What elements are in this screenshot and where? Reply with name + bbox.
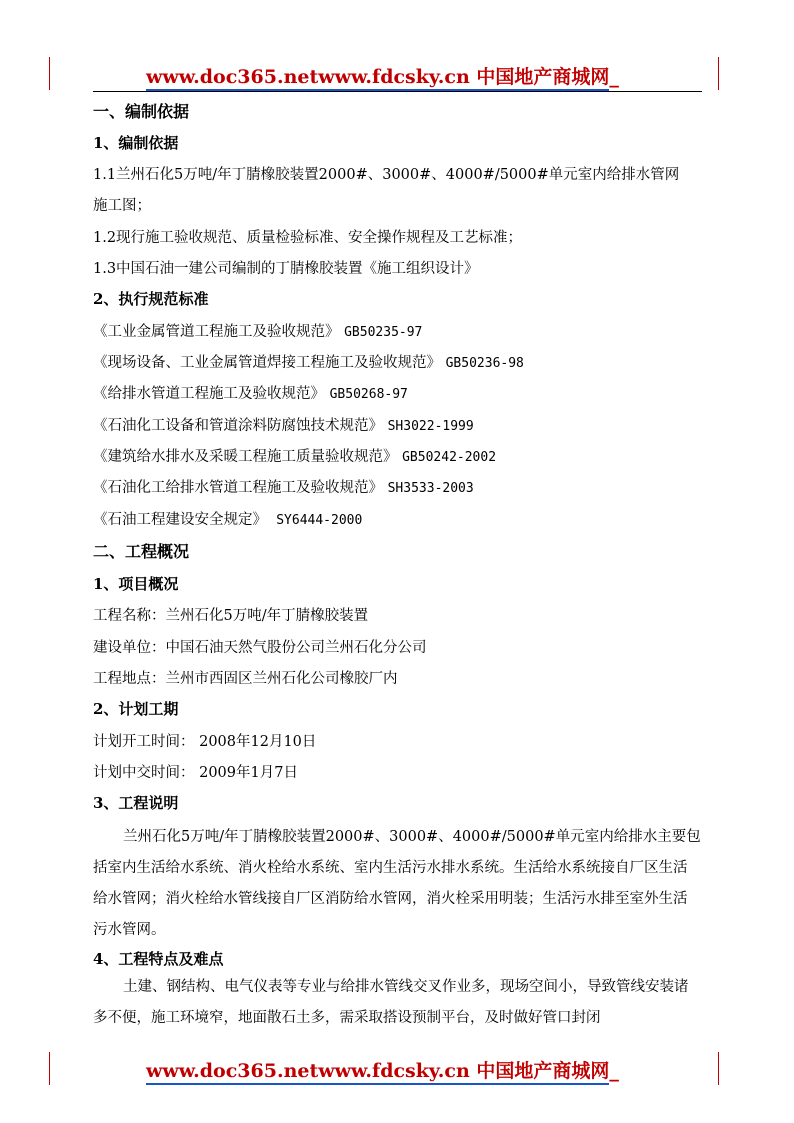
standard-item bbox=[93, 320, 703, 341]
project-info-item: 工程名称：兰州石化5万吨/年丁腈橡胶装置 bbox=[93, 608, 369, 624]
header-text: www.doc365.netwww.fdcsky.cn 中国地产商城网 bbox=[146, 62, 609, 91]
footer-underscore: _ bbox=[609, 1060, 619, 1082]
subsection-title-1-2: 2、执行规范标准 bbox=[93, 290, 209, 308]
standard-name: 《石油化工设备和管道涂料防腐蚀技术规范》 bbox=[93, 418, 383, 434]
basis-item: 施工图； bbox=[93, 198, 151, 214]
standard-code: SY6444-2000 bbox=[276, 513, 363, 528]
standard-code: GB50236-98 bbox=[445, 356, 524, 371]
subsection-title-2-1: 1、项目概况 bbox=[93, 575, 179, 593]
footer-text: www.doc365.netwww.fdcsky.cn 中国地产商城网 bbox=[146, 1056, 609, 1085]
standard-code: SH3022-1999 bbox=[387, 419, 474, 434]
standard-item bbox=[93, 445, 703, 466]
standard-code: GB50268-97 bbox=[329, 387, 408, 402]
standard-code: GB50235-97 bbox=[344, 325, 423, 340]
section-title-1: 一、编制依据 bbox=[93, 102, 190, 121]
basis-item: 1.3中国石油一建公司编制的丁腈橡胶装置《施工组织设计》 bbox=[93, 261, 479, 277]
standard-name: 《石油化工给排水管道工程施工及验收规范》 bbox=[93, 480, 383, 496]
subsection-title-1-1: 1、编制依据 bbox=[93, 134, 179, 152]
standard-name: 《给排水管道工程施工及验收规范》 bbox=[93, 386, 325, 402]
footer-margin-mark-right bbox=[718, 1052, 719, 1085]
features-difficulties: 土建、钢结构、电气仪表等专业与给排水管线交叉作业多，现场空间小，导致管线安装诸多不便，施工环境窄，地面散石土多，需采取搭设预制平台，及时做好管口封闭 bbox=[93, 979, 689, 1026]
header-margin-mark bbox=[49, 57, 50, 90]
standard-item bbox=[93, 414, 703, 435]
subsection-title-2-4: 4、工程特点及难点 bbox=[93, 950, 224, 968]
standard-code: GB50242-2002 bbox=[402, 450, 497, 465]
standard-name: 《建筑给水排水及采暖工程施工质量验收规范》 bbox=[93, 449, 398, 465]
schedule-item: 计划开工时间： 2008年12月10日 bbox=[93, 734, 317, 750]
subsection-title-2-2: 2、计划工期 bbox=[93, 700, 179, 718]
basis-item: 1.1兰州石化5万吨/年丁腈橡胶装置2000#、3000#、4000#/5000#单元室内给排水管网 bbox=[93, 167, 680, 183]
header-underscore: _ bbox=[609, 66, 619, 88]
standard-code: SH3533-2003 bbox=[387, 481, 474, 496]
standard-name: 《工业金属管道工程施工及验收规范》 bbox=[93, 324, 340, 340]
footer-margin-mark bbox=[49, 1052, 50, 1085]
schedule-item: 计划中交时间： 2009年1月7日 bbox=[93, 765, 298, 781]
standard-item bbox=[93, 508, 703, 529]
basis-item: 1.2现行施工验收规范、质量检验标准、安全操作规程及工艺标准； bbox=[93, 230, 523, 246]
section-title-2: 二、工程概况 bbox=[93, 542, 190, 561]
subsection-title-2-3: 3、工程说明 bbox=[93, 794, 179, 812]
project-info-item: 建设单位：中国石油天然气股份公司兰州石化分公司 bbox=[93, 640, 427, 656]
page-header bbox=[146, 62, 619, 91]
project-description: 兰州石化5万吨/年丁腈橡胶装置2000#、3000#、4000#/5000#单元室内给排水主要包括室内生活给水系统、消火栓给水系统、室内生活污水排水系统。生活给水系统接自厂区生活给水管网；消火栓给水管线接自厂区消防给水管网，消火栓采用明装；生活污水排至室外生活污水管网。 bbox=[93, 829, 701, 938]
standard-item bbox=[93, 382, 703, 403]
header-rule bbox=[93, 91, 702, 92]
standard-item bbox=[93, 476, 703, 497]
standard-name: 《现场设备、工业金属管道焊接工程施工及验收规范》 bbox=[93, 355, 441, 371]
page-footer bbox=[146, 1056, 619, 1085]
header-margin-mark-right bbox=[718, 57, 719, 90]
standard-name: 《石油工程建设安全规定》 bbox=[93, 512, 267, 528]
project-info-item: 工程地点：兰州市西固区兰州石化公司橡胶厂内 bbox=[93, 671, 398, 687]
standard-item bbox=[93, 351, 703, 372]
